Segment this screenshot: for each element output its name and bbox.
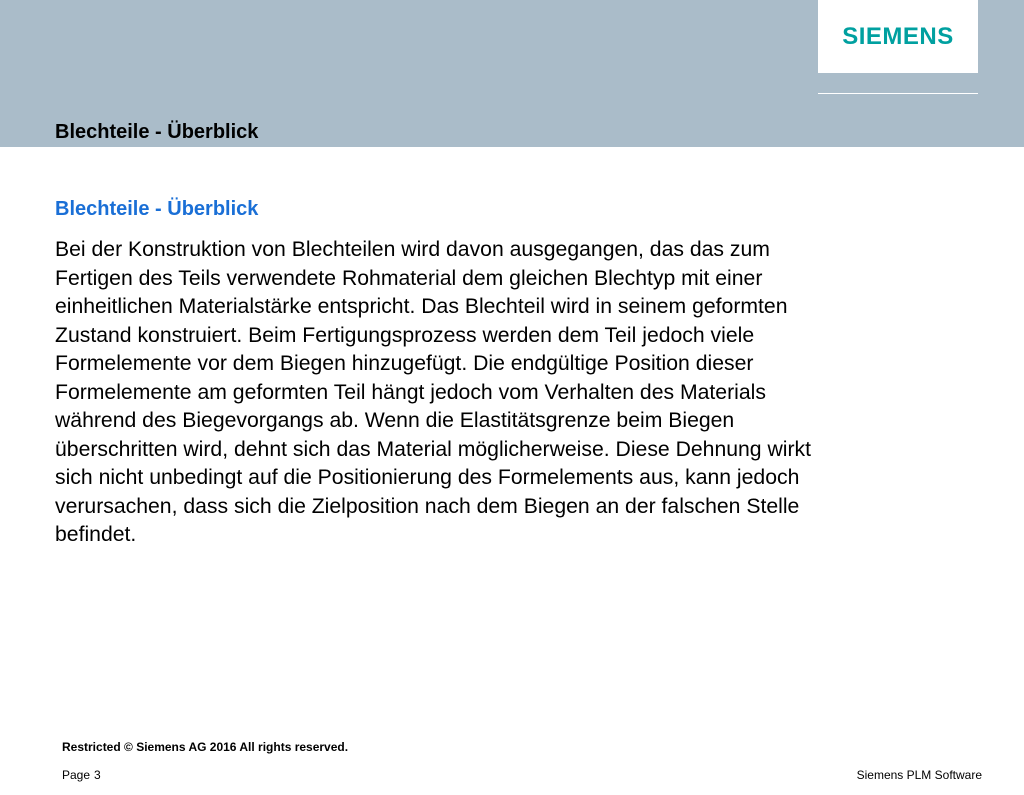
body-line: Bei der Konstruktion von Blechteilen wird davon ausgegangen, das das zum bbox=[55, 238, 770, 261]
body-line: Zustand konstruiert. Beim Fertigungsprozess werden dem Teil jedoch viele bbox=[55, 323, 755, 347]
body-line: überschritten wird, dehnt sich das Material möglicherweise. Diese Dehnung wirkt bbox=[55, 437, 812, 461]
body-line: befindet. bbox=[55, 523, 137, 546]
company-name: Siemens PLM Software bbox=[856, 768, 982, 782]
page-number: 3 bbox=[94, 768, 101, 782]
body-line: während des Biegevorgangs ab. Wenn die Elastitätsgrenze beim Biegen bbox=[55, 409, 735, 432]
siemens-logo bbox=[818, 0, 978, 73]
body-line: einheitlichen Materialstärke entspricht. Das Blechteil wird in seinem geformten bbox=[55, 295, 788, 318]
page-indicator bbox=[62, 768, 105, 782]
copyright-notice: Restricted © Siemens AG 2016 All rights reserved. bbox=[62, 740, 349, 754]
page-label: Page bbox=[62, 768, 91, 782]
body-line: Fertigen des Teils verwendete Rohmaterial dem gleichen Blechtyp mit einer bbox=[55, 266, 763, 290]
logo-underline bbox=[818, 93, 978, 94]
body-paragraph bbox=[55, 236, 975, 550]
header-band bbox=[0, 0, 1024, 147]
content-heading: Blechteile - Überblick bbox=[55, 198, 259, 220]
body-line: verursachen, dass sich die Zielposition nach dem Biegen an der falschen Stelle bbox=[55, 494, 800, 518]
body-line: Formelemente vor dem Biegen hinzugefügt. Die endgültige Position dieser bbox=[55, 352, 754, 375]
body-line: Formelemente am geformten Teil hängt jedoch vom Verhalten des Materials bbox=[55, 380, 766, 404]
page-title: Blechteile - Überblick bbox=[55, 121, 259, 143]
logo-text: SIEMENS bbox=[842, 22, 954, 50]
body-line: sich nicht unbedingt auf die Positionierung des Formelements aus, kann jedoch bbox=[55, 466, 800, 489]
